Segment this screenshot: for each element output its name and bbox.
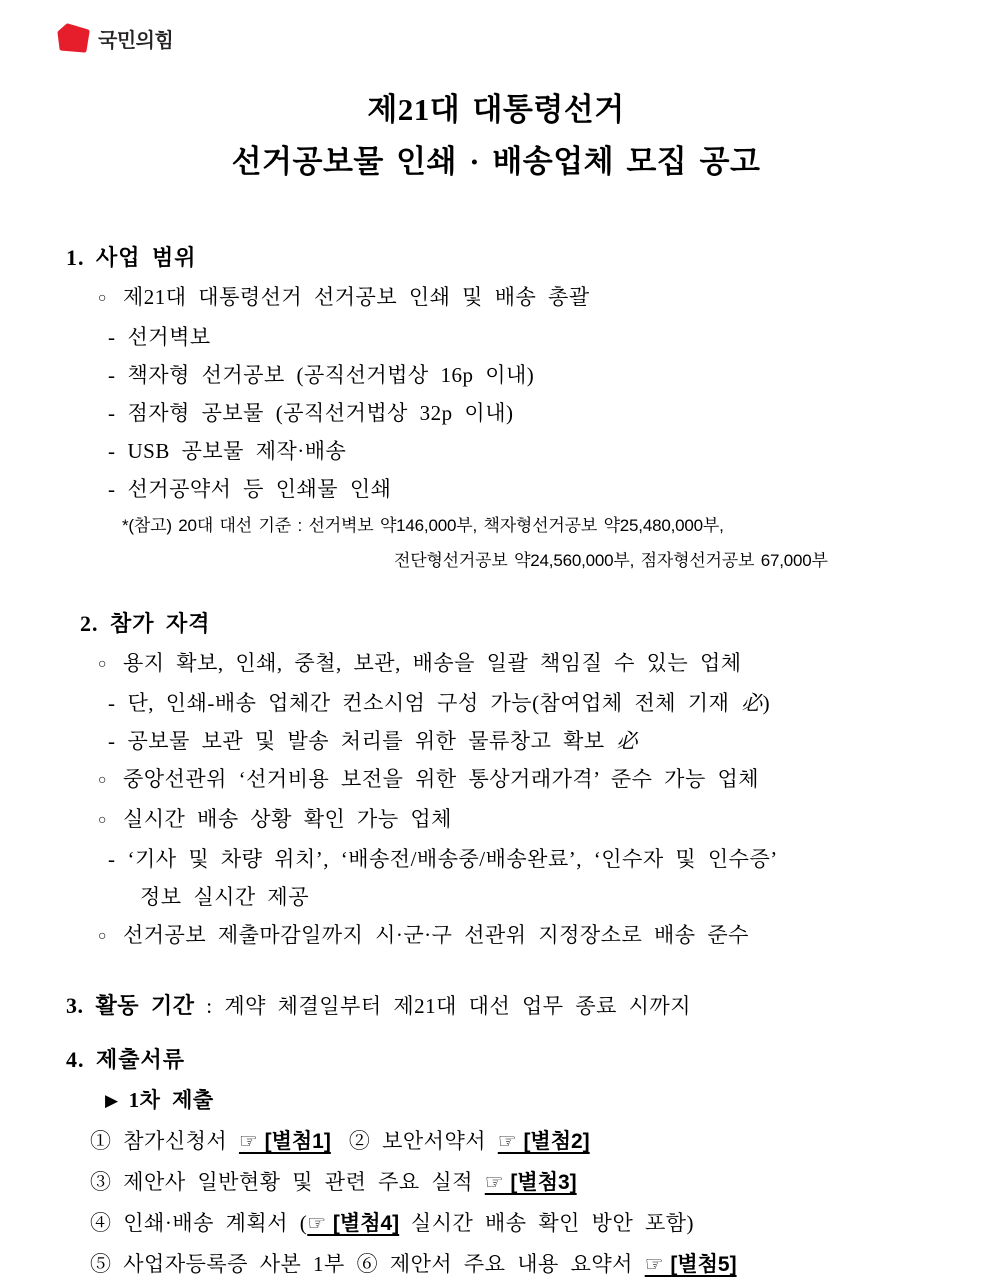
item-text: 제21대 대통령선거 선거공보 인쇄 및 배송 총괄 (122, 285, 590, 309)
item-text: 공보물 보관 및 발송 처리를 위한 물류창고 확보 (127, 729, 617, 753)
reference-note-line2: 전단형선거공보 약24,560,000부, 점자형선거공보 67,000부 (394, 551, 828, 570)
list-item (66, 1244, 942, 1285)
circle-bullet: ○ (98, 657, 107, 672)
triangle-bullet: ▶ (105, 1091, 119, 1110)
item-text: 용지 확보, 인쇄, 중철, 보관, 배송을 일괄 책임질 수 있는 업체 (122, 651, 742, 675)
doc-body (0, 238, 992, 1285)
dash-bullet: - (108, 439, 116, 463)
doc-title-line2: 선거공보물 인쇄 · 배송업체 모집 공고 (231, 144, 761, 179)
section-submission-docs (66, 1040, 942, 1285)
item-text: ⑤ 사업자등록증 사본 1부 ⑥ 제안서 주요 내용 요약서 (90, 1252, 645, 1276)
section-2-heading: 2. 참가 자격 (80, 611, 211, 636)
list-item-continuation (66, 878, 942, 916)
item-text: : 계약 체결일부터 제21대 대선 업무 종료 시까지 (194, 994, 691, 1018)
section-eligibility (66, 604, 942, 956)
attachment-link-2[interactable]: ☞ [별첨2] (497, 1130, 590, 1153)
item-text: ③ 제안사 일반현황 및 관련 주요 실적 (90, 1170, 485, 1194)
item-text: 실시간 배송 상황 확인 가능 업체 (122, 807, 452, 831)
circle-bullet: ○ (98, 929, 107, 944)
dash-bullet: - (108, 401, 116, 425)
list-item (66, 1203, 942, 1244)
circle-bullet: ○ (98, 291, 107, 306)
item-text: 점자형 공보물 (공직선거법상 32p 이내) (127, 401, 514, 425)
item-text: ‘기사 및 차량 위치’, ‘배송전/배송중/배송완료’, ‘인수자 및 인수증’ (127, 847, 778, 871)
list-item (66, 840, 942, 878)
item-text: ② 보안서약서 (348, 1129, 498, 1153)
item-text: 정보 실시간 제공 (140, 885, 310, 909)
list-item (66, 1162, 942, 1203)
required-hanja: 必 (616, 729, 638, 753)
item-text: ① 참가신청서 (90, 1129, 239, 1153)
section-4-heading: 4. 제출서류 (66, 1047, 186, 1072)
item-text: 실시간 배송 확인 방안 포함) (399, 1211, 695, 1235)
item-text: 책자형 선거공보 (공직선거법상 16p 이내) (127, 363, 535, 387)
list-item (66, 644, 942, 684)
item-text: 선거공약서 등 인쇄물 인쇄 (127, 477, 392, 501)
doc-title (0, 84, 992, 188)
attachment-link-5[interactable]: ☞ [별첨5] (644, 1253, 737, 1276)
list-item (66, 278, 942, 318)
list-item (66, 1121, 942, 1162)
dash-bullet: - (108, 691, 116, 715)
section-business-scope (66, 238, 942, 578)
item-text: 선거공보 제출마감일까지 시·군·구 선관위 지정장소로 배송 준수 (122, 923, 749, 947)
attachment-link-3[interactable]: ☞ [별첨3] (484, 1171, 577, 1194)
item-text: 선거벽보 (127, 325, 211, 349)
dash-bullet: - (108, 477, 116, 501)
party-name: 국민의힘 (98, 30, 174, 52)
list-item (66, 318, 942, 356)
section-activity-period (66, 986, 942, 1026)
section-3-heading: 3. 활동 기간 (66, 993, 195, 1018)
doc-title-line1: 제21대 대통령선거 (367, 92, 625, 127)
item-text: ) (762, 691, 771, 715)
list-item (66, 470, 942, 508)
list-item (66, 356, 942, 394)
item-text: USB 공보물 제작·배송 (127, 439, 347, 463)
section-1-heading: 1. 사업 범위 (66, 245, 197, 270)
attachment-link-1[interactable]: ☞ [별첨1] (238, 1130, 331, 1153)
item-text: 단, 인쇄-배송 업체간 컨소시엄 구성 가능(참여업체 전체 기재 (127, 691, 742, 715)
dash-bullet: - (108, 847, 116, 871)
list-item (66, 800, 942, 840)
dash-bullet: - (108, 363, 116, 387)
list-item (66, 394, 942, 432)
attachment-link-4[interactable]: ☞ [별첨4] (307, 1212, 400, 1235)
list-item (66, 760, 942, 800)
list-item (66, 432, 942, 470)
required-hanja: 必 (741, 691, 763, 715)
circle-bullet: ○ (98, 773, 107, 788)
party-logo-icon (57, 23, 90, 54)
party-logo (57, 23, 173, 54)
list-item (66, 684, 942, 722)
item-text: ④ 인쇄·배송 계획서 ( (90, 1211, 308, 1235)
dash-bullet: - (108, 325, 116, 349)
dash-bullet: - (108, 729, 116, 753)
item-text: 중앙선관위 ‘선거비용 보전을 위한 통상거래가격’ 준수 가능 업체 (122, 767, 760, 791)
list-item (66, 986, 942, 1026)
list-item (66, 722, 942, 760)
list-item (66, 916, 942, 956)
circle-bullet: ○ (98, 813, 107, 828)
first-submission-subheading (66, 1080, 942, 1121)
subheading-text: 1차 제출 (128, 1088, 214, 1112)
reference-note-line1: *(참고) 20대 대선 기준 : 선거벽보 약146,000부, 책자형선거공보 약25,480,000부, (122, 516, 724, 535)
